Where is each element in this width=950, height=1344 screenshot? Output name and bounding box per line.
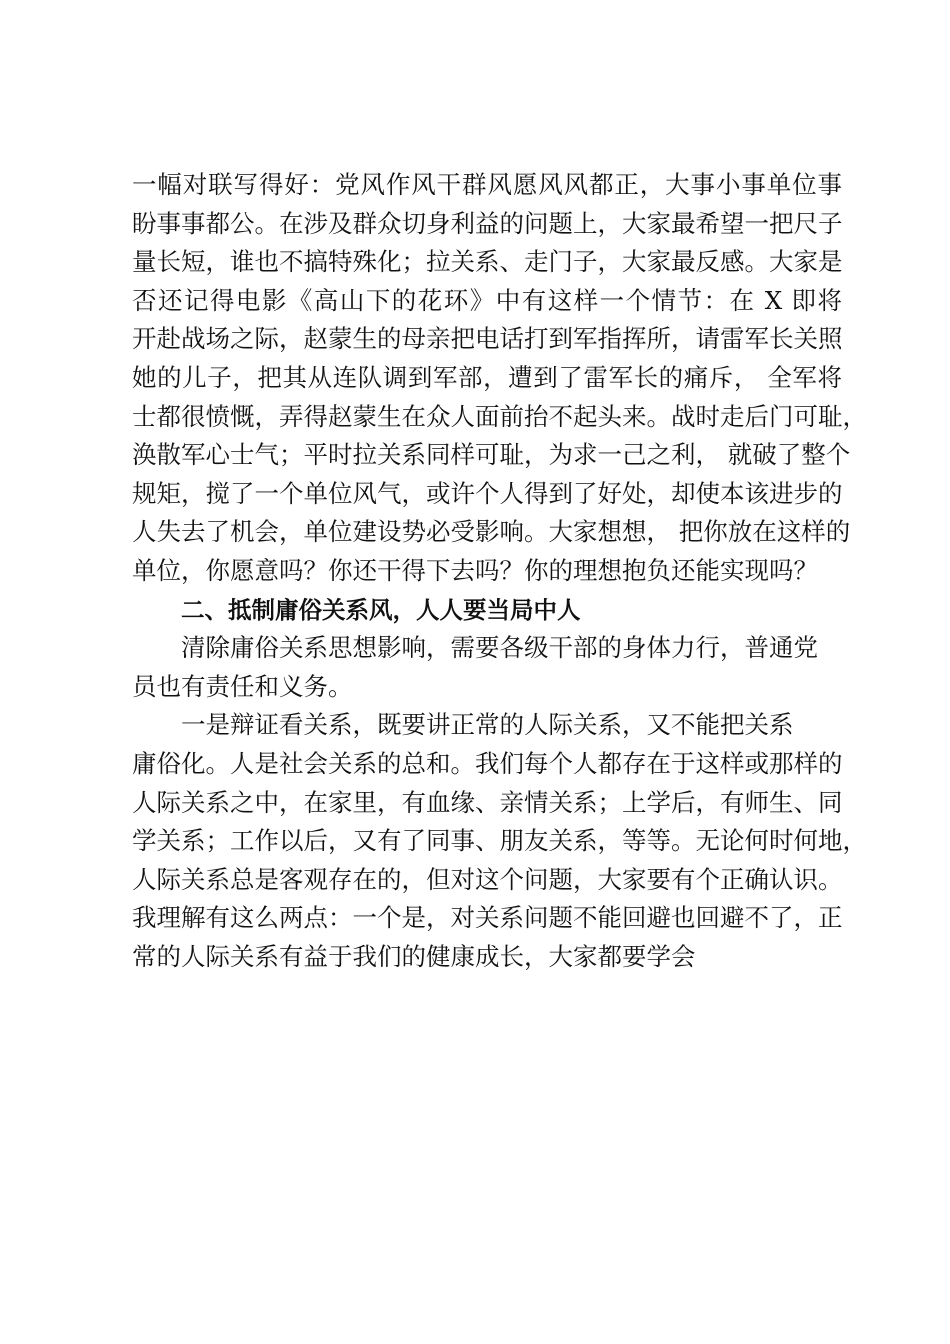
paragraph-couplet xyxy=(132,166,867,591)
section-heading: 二、抵制庸俗关系风，人人要当局中人 xyxy=(181,595,581,624)
text-line: 开赴战场之际，赵蒙生的母亲把电话打到军指挥所，请雷军长关照 xyxy=(132,324,843,354)
text-line: 她的儿子，把其从连队调到军部，遭到了雷军长的痛斥， 全军将 xyxy=(132,362,842,392)
document-body xyxy=(132,166,867,976)
text-line: 庸俗化。人是社会关系的总和。我们每个人都存在于这样或那样的 xyxy=(132,748,843,778)
text-line: 单位，你愿意吗？你还干得下去吗？你的理想抱负还能实现吗？ xyxy=(132,555,818,585)
text-line: 士都很愤慨，弄得赵蒙生在众人面前抬不起头来。战时走后门可耻， xyxy=(132,401,867,431)
text-line: 量长短，谁也不搞特殊化；拉关系、走门子，大家最反感。大家是 xyxy=(132,247,843,277)
text-line: 规矩，搅了一个单位风气，或许个人得到了好处，却使本该进步的 xyxy=(132,478,843,508)
text-line: 盼事事都公。在涉及群众切身利益的问题上，大家最希望一把尺子 xyxy=(132,208,843,238)
text-line: 人际关系之中，在家里，有血缘、亲情关系；上学后，有师生、同 xyxy=(132,787,843,817)
text-line: 一幅对联写得好：党风作风干群风愿风风都正，大事小事单位事 xyxy=(132,170,842,199)
paragraph-dialectic xyxy=(132,706,867,976)
text-line: 人际关系总是客观存在的，但对这个问题，大家要有个正确认识。 xyxy=(132,864,843,894)
paragraph-responsibility xyxy=(132,629,842,706)
text-line: 我理解有这么两点：一个是，对关系问题不能回避也回避不了，正 xyxy=(132,903,843,933)
text-line: 涣散军心士气；平时拉关系同样可耻，为求一己之利， 就破了整个 xyxy=(132,440,851,470)
text-line: 常的人际关系有益于我们的健康成长，大家都要学会 xyxy=(132,941,696,971)
text-line: 人失去了机会，单位建设势必受影响。大家想想， 把你放在这样的 xyxy=(132,517,851,547)
text-line: 清除庸俗关系思想影响，需要各级干部的身体力行，普通党 xyxy=(181,633,818,663)
text-line: 学关系；工作以后，又有了同事、朋友关系，等等。无论何时何地， xyxy=(132,826,867,856)
text-line: 一是辩证看关系，既要讲正常的人际关系，又不能把关系 xyxy=(181,710,794,740)
text-line: 否还记得电影《高山下的花环》中有这样一个情节：在 X 即将 xyxy=(132,285,842,315)
text-line: 员也有责任和义务。 xyxy=(132,671,353,701)
